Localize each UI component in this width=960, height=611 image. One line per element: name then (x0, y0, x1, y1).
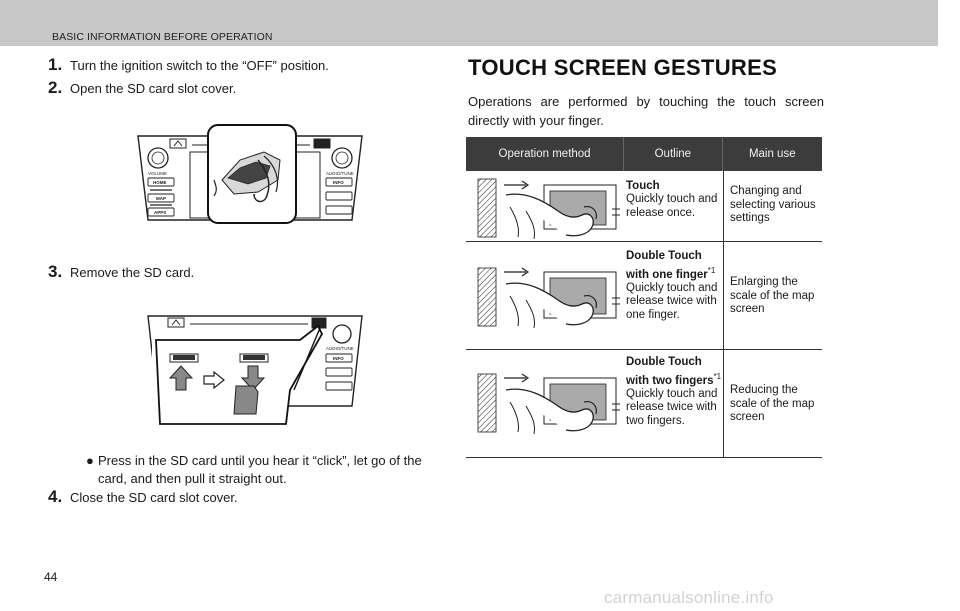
removal-note (86, 452, 434, 488)
sd-slot-cover-illustration (130, 120, 370, 232)
info-label: INFO (333, 356, 344, 361)
main-use-text: Enlarging the scale of the map screen (730, 276, 815, 315)
info-label: INFO (333, 180, 344, 185)
bullet-dot: ● (86, 453, 94, 468)
outline-cell (626, 250, 722, 322)
section-header: BASIC INFORMATION BEFORE OPERATION (52, 31, 273, 43)
gesture-name: Touch (626, 179, 660, 192)
step-number: 3. (48, 262, 63, 281)
outline-cell (626, 356, 722, 428)
audio-tune-label: AUDIO/TUNE (326, 171, 354, 176)
step-number: 2. (48, 78, 63, 97)
step-text: Close the SD card slot cover. (70, 490, 238, 505)
footnote-mark: *1 (707, 265, 716, 275)
step-2 (48, 78, 237, 97)
col-header-method: Operation method (498, 148, 591, 160)
step-text: Remove the SD card. (70, 265, 195, 280)
gesture-name: Double Touch with two fingers (626, 356, 714, 387)
header-bar (0, 0, 938, 46)
table-row (466, 171, 822, 242)
step-text: Open the SD card slot cover. (70, 81, 237, 96)
home-label: HOME (153, 180, 167, 185)
volume-label: VOLUME (148, 171, 168, 176)
section-title: TOUCH SCREEN GESTURES (468, 55, 778, 80)
map-label: MAP (156, 196, 166, 201)
page-margin (938, 0, 960, 611)
step-number: 4. (48, 487, 63, 506)
gestures-table (466, 137, 822, 427)
watermark: carmanualsonline.info (604, 588, 774, 607)
main-use-text: Changing and selecting various settings (730, 185, 816, 224)
page-number: 44 (44, 570, 58, 584)
outline-cell (626, 175, 722, 220)
double-touch-one-finger-illustration (466, 242, 624, 349)
gesture-description: Quickly touch and release twice with one finger. (626, 281, 718, 321)
gesture-description: Quickly touch and release once. (626, 193, 718, 219)
removal-note-text: Press in the SD card until you hear it “click”, let go of the card, and then pull it straight out. (98, 453, 422, 486)
double-touch-two-fingers-illustration (466, 350, 624, 457)
col-header-use: Main use (722, 137, 822, 171)
table-row (466, 350, 822, 458)
touch-gesture-illustration (466, 171, 624, 241)
apps-label: APPS (154, 210, 167, 215)
table-row (466, 242, 822, 350)
step-number: 1. (48, 55, 63, 74)
audio-tune-label: AUDIO/TUNE (326, 346, 354, 351)
sd-card-removal-illustration (140, 310, 370, 430)
main-use-text: Reducing the scale of the map screen (730, 384, 815, 423)
main-use-cell (723, 350, 823, 457)
gesture-description: Quickly touch and release twice with two fingers. (626, 387, 718, 427)
col-header-outline: Outline (623, 137, 721, 171)
intro-text: Operations are performed by touching the touch screen directly with your finger. (468, 94, 824, 128)
step-4 (48, 487, 238, 506)
main-use-cell (723, 242, 823, 349)
main-use-cell (723, 171, 823, 241)
step-text: Turn the ignition switch to the “OFF” position. (70, 58, 329, 73)
step-3 (48, 262, 195, 281)
step-1 (48, 55, 329, 74)
gesture-name: Double Touch with one finger (626, 250, 708, 281)
table-header (466, 137, 822, 171)
footnote-mark: *1 (713, 371, 722, 381)
